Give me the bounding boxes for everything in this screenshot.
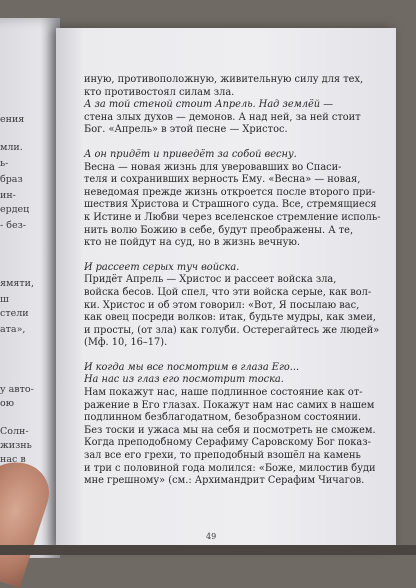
left-page-fragment: ата», — [0, 324, 26, 335]
left-page-fragment: стели — [0, 308, 29, 319]
text-line: нить волю Божию в себе, будут преображены. А те, — [84, 224, 354, 236]
text-line: ражение в Его глазах. Покажут нам нас самих в нашем — [84, 399, 375, 411]
lyric-line: И рассеет серых туч войска. — [84, 261, 240, 273]
text-line: мне грешному» (см.: Архимандрит Серафим Чичагов. — [84, 475, 365, 487]
left-page-fragment: ою — [0, 398, 14, 409]
text-line: Без тоски и ужаса мы на себя и посмотреть не сможем. — [84, 424, 376, 436]
page-text — [84, 74, 384, 488]
text-line: Когда преподобному Серафиму Саровскому Бог показ- — [84, 437, 371, 449]
left-page-fragment: ердец — [0, 204, 30, 215]
page-number: 49 — [206, 532, 217, 541]
left-page-fragment: ь- — [0, 158, 9, 169]
paragraph-gap — [84, 250, 384, 262]
text-line: неведомая прежде жизнь откроется после второго при- — [84, 186, 376, 198]
floor — [0, 545, 416, 555]
text-line: и три с половиной года молился: «Боже, милостив буди — [84, 462, 376, 474]
text-line: Придёт Апрель — Христос и рассеет войска зла, — [84, 274, 337, 286]
left-page-fragment: у авто- — [0, 384, 34, 395]
text-line: (Мф. 10, 16–17). — [84, 337, 168, 349]
text-line: ки. Христос и об этом говорил: «Вот, Я посылаю вас, — [84, 299, 360, 311]
left-page-fragment: ямяти, — [0, 278, 34, 289]
text-line: Бог. «Апрель» в этой песне — Христос. — [84, 124, 288, 136]
text-line: как овец посреди волков: итак, будьте мудры, как змеи, — [84, 312, 376, 324]
left-page-fragment: - без- — [0, 220, 26, 231]
text-line: кто противостоял силам зла. — [84, 86, 235, 98]
text-line: Весна — новая жизнь для уверовавших во Спаси- — [84, 161, 342, 173]
lyric-line: И когда мы все посмотрим в глаза Его... — [84, 361, 300, 373]
text-line: к Истине и Любви через вселенское стремление исполь- — [84, 211, 381, 223]
left-page-fragment: ин- — [0, 190, 16, 201]
text-line: шествия Христова и Страшного суда. Все, стремящиеся — [84, 199, 377, 211]
lyric-line: На нас из глаз его посмотрит тоска. — [84, 374, 284, 386]
text-line: иную, противоположную, живительную силу для тех, — [84, 74, 364, 85]
right-page — [56, 28, 396, 548]
text-line: Нам покажут нас, наше подлинное состояние как от- — [84, 387, 363, 399]
left-page-fragment: Солн- — [0, 426, 29, 437]
text-line: стена злых духов — демонов. А над ней, за ней стоит — [84, 111, 361, 123]
left-page-fragment: мли. — [0, 142, 23, 153]
left-page-fragment: жизнь — [0, 440, 32, 451]
text-line: теля и сохранивших верность Ему. «Весна» — новая, — [84, 174, 361, 186]
left-page-fragment: ш — [0, 294, 9, 305]
text-line: зал все его грехи, то преподобный взошёл на камень — [84, 450, 361, 462]
left-page-fragment: браз — [0, 174, 23, 185]
left-page-fragment: ения — [0, 114, 25, 125]
text-line: войска бесов. Цой спел, что эти войска серые, как вол- — [84, 286, 372, 298]
paragraph-gap — [84, 137, 384, 149]
paragraph-gap — [84, 350, 384, 362]
left-page-fragment: нас в — [0, 454, 26, 465]
lyric-line: А за той стеной стоит Апрель. Над землёй — — [84, 99, 334, 111]
text-line: подлинном безблагодатном, безобразном состоянии. — [84, 412, 362, 424]
lyric-line: А он придёт и приведёт за собой весну. — [84, 148, 297, 160]
text-line: и просты, (от зла) как голуби. Остерегайтесь же людей» — [84, 324, 380, 336]
text-line: кто не пойдут на суд, но в жизнь вечную. — [84, 237, 301, 249]
